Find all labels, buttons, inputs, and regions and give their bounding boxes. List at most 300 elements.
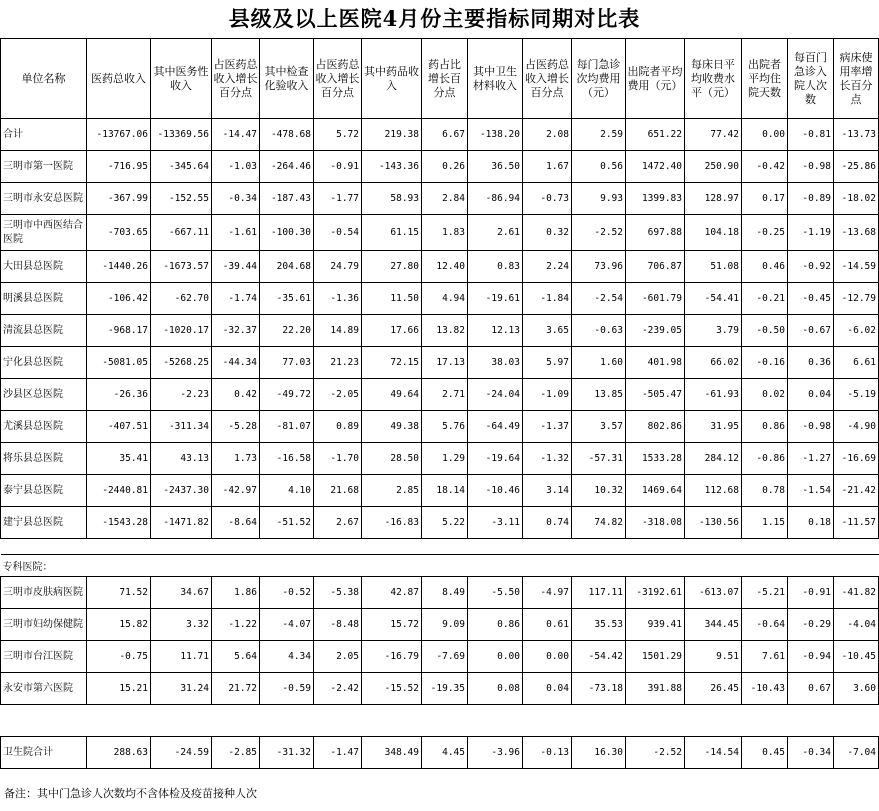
unit-name-cell: 将乐县总医院 [1,443,87,475]
value-cell: 284.12 [685,443,742,475]
value-cell: 74.82 [572,507,626,539]
value-cell: -0.13 [523,737,572,769]
spacer [742,705,788,737]
spacer [87,705,151,737]
value-cell: 2.84 [422,183,468,215]
value-cell: 1.60 [572,347,626,379]
value-cell: -1.32 [523,443,572,475]
value-cell: 0.56 [572,151,626,183]
value-cell: 0.00 [523,641,572,673]
column-header: 其中医务性收入 [151,39,212,119]
value-cell: -19.61 [468,283,523,315]
value-cell: -32.37 [212,315,260,347]
value-cell: 5.97 [523,347,572,379]
value-cell: -21.42 [834,475,879,507]
value-cell: -11.57 [834,507,879,539]
table-row [1,183,879,215]
table-row [1,577,879,609]
value-cell: -2.85 [212,737,260,769]
value-cell: -1.74 [212,283,260,315]
value-cell: 3.57 [572,411,626,443]
value-cell: 12.40 [422,251,468,283]
value-cell: -1.47 [314,737,362,769]
value-cell: -24.04 [468,379,523,411]
value-cell: -64.49 [468,411,523,443]
value-cell: 112.68 [685,475,742,507]
table-row [1,609,879,641]
value-cell: -73.18 [572,673,626,705]
value-cell: -39.44 [212,251,260,283]
value-cell: -7.04 [834,737,879,769]
table-row [1,673,879,705]
value-cell: 6.67 [422,119,468,151]
value-cell: -4.97 [523,577,572,609]
value-cell: 31.24 [151,673,212,705]
spacer-row [1,539,879,555]
value-cell: 36.50 [468,151,523,183]
value-cell: 15.21 [87,673,151,705]
value-cell: 0.17 [742,183,788,215]
value-cell: -130.56 [685,507,742,539]
value-cell: 72.15 [362,347,422,379]
value-cell: -1.36 [314,283,362,315]
value-cell: -2437.30 [151,475,212,507]
spacer [834,539,879,555]
table-row [1,411,879,443]
value-cell: 0.00 [742,119,788,151]
value-cell: 6.61 [834,347,879,379]
value-cell: 697.88 [626,215,685,251]
spacer [314,705,362,737]
value-cell: 13.82 [422,315,468,347]
value-cell: -0.89 [788,183,834,215]
value-cell: -106.42 [87,283,151,315]
column-header: 药占比增长百分点 [422,39,468,119]
footnote: 备注：其中门急诊人次数均不含体检及疫苗接种人次 [4,787,257,800]
spacer [212,705,260,737]
spacer [742,539,788,555]
value-cell: 77.42 [685,119,742,151]
table-row [1,251,879,283]
value-cell: 0.61 [523,609,572,641]
spacer [260,539,314,555]
value-cell: 0.26 [422,151,468,183]
unit-name-cell: 尤溪县总医院 [1,411,87,443]
value-cell: 117.11 [572,577,626,609]
table-row [1,283,879,315]
value-cell: 1533.28 [626,443,685,475]
value-cell: -8.48 [314,609,362,641]
value-cell: 0.78 [742,475,788,507]
value-cell: 17.13 [422,347,468,379]
value-cell: 18.14 [422,475,468,507]
value-cell: -12.79 [834,283,879,315]
value-cell: 4.45 [422,737,468,769]
value-cell: 51.08 [685,251,742,283]
value-cell: -4.04 [834,609,879,641]
value-cell: 35.41 [87,443,151,475]
value-cell: 61.15 [362,215,422,251]
value-cell: 348.49 [362,737,422,769]
value-cell: -5.50 [468,577,523,609]
value-cell: 250.90 [685,151,742,183]
value-cell: -3.96 [468,737,523,769]
value-cell: 2.08 [523,119,572,151]
value-cell: -1.09 [523,379,572,411]
unit-name-cell: 合计 [1,119,87,151]
value-cell: -407.51 [87,411,151,443]
value-cell: 0.42 [212,379,260,411]
value-cell: 0.18 [788,507,834,539]
value-cell: 13.85 [572,379,626,411]
value-cell: 2.61 [468,215,523,251]
value-cell: 0.32 [523,215,572,251]
value-cell: -1020.17 [151,315,212,347]
value-cell: 9.93 [572,183,626,215]
value-cell: -1.70 [314,443,362,475]
unit-name-cell: 泰宁县总医院 [1,475,87,507]
unit-name-cell: 三明市皮肤病医院 [1,577,87,609]
column-header: 病床使用率增长百分点 [834,39,879,119]
column-header: 占医药总收入增长百分点 [523,39,572,119]
value-cell: -0.16 [742,347,788,379]
value-cell: -0.54 [314,215,362,251]
value-cell: -4.07 [260,609,314,641]
column-header: 出院者平均费用（元） [626,39,685,119]
value-cell: -703.65 [87,215,151,251]
value-cell: 2.24 [523,251,572,283]
spacer [151,539,212,555]
value-cell: 0.67 [788,673,834,705]
value-cell: 0.08 [468,673,523,705]
spacer [523,705,572,737]
table-row [1,641,879,673]
value-cell: -25.86 [834,151,879,183]
value-cell: 9.51 [685,641,742,673]
value-cell: -138.20 [468,119,523,151]
value-cell: 10.32 [572,475,626,507]
spacer [685,539,742,555]
value-cell: -24.59 [151,737,212,769]
spacer [523,539,572,555]
value-cell: -16.69 [834,443,879,475]
value-cell: -62.70 [151,283,212,315]
value-cell: -0.21 [742,283,788,315]
value-cell: 1.83 [422,215,468,251]
value-cell: 104.18 [685,215,742,251]
value-cell: -1.37 [523,411,572,443]
value-cell: 11.50 [362,283,422,315]
value-cell: -367.99 [87,183,151,215]
value-cell: 651.22 [626,119,685,151]
spacer [362,705,422,737]
value-cell: -1.84 [523,283,572,315]
column-header: 其中药品收入 [362,39,422,119]
value-cell: -5.28 [212,411,260,443]
value-cell: -505.47 [626,379,685,411]
unit-name-cell: 大田县总医院 [1,251,87,283]
value-cell: -14.47 [212,119,260,151]
value-cell: -1.27 [788,443,834,475]
table-row [1,443,879,475]
value-cell: -35.61 [260,283,314,315]
value-cell: 391.88 [626,673,685,705]
column-header: 出院者平均住院天数 [742,39,788,119]
value-cell: 24.79 [314,251,362,283]
value-cell: -14.59 [834,251,879,283]
value-cell: -1.61 [212,215,260,251]
value-cell: 4.34 [260,641,314,673]
value-cell: 2.59 [572,119,626,151]
value-cell: -0.34 [212,183,260,215]
value-cell: -0.86 [742,443,788,475]
value-cell: 939.41 [626,609,685,641]
value-cell: -318.08 [626,507,685,539]
value-cell: 1472.40 [626,151,685,183]
table-row [1,215,879,251]
value-cell: 71.52 [87,577,151,609]
value-cell: -0.73 [523,183,572,215]
value-cell: -239.05 [626,315,685,347]
value-cell: 288.63 [87,737,151,769]
value-cell: -19.64 [468,443,523,475]
value-cell: -31.32 [260,737,314,769]
spacer [87,539,151,555]
value-cell: -81.07 [260,411,314,443]
value-cell: -0.50 [742,315,788,347]
value-cell: -1.77 [314,183,362,215]
value-cell: -13.73 [834,119,879,151]
value-cell: 16.30 [572,737,626,769]
value-cell: -2.52 [572,215,626,251]
spacer [1,705,87,737]
value-cell: 11.71 [151,641,212,673]
value-cell: 17.66 [362,315,422,347]
column-header: 医药总收入 [87,39,151,119]
value-cell: -100.30 [260,215,314,251]
value-cell: 0.45 [742,737,788,769]
unit-name-cell: 明溪县总医院 [1,283,87,315]
value-cell: -601.79 [626,283,685,315]
value-cell: 5.72 [314,119,362,151]
spacer [626,705,685,737]
spacer [685,705,742,737]
spacer-row [1,705,879,737]
value-cell: -0.92 [788,251,834,283]
value-cell: 49.38 [362,411,422,443]
value-cell: 706.87 [626,251,685,283]
unit-name-cell: 卫生院合计 [1,737,87,769]
value-cell: -7.69 [422,641,468,673]
value-cell: 5.76 [422,411,468,443]
spacer [362,539,422,555]
table-row [1,315,879,347]
page-title: 县级及以上医院4月份主要指标同期对比表 [228,6,641,31]
value-cell: 2.05 [314,641,362,673]
table-row [1,379,879,411]
spacer [572,705,626,737]
value-cell: 0.86 [742,411,788,443]
value-cell: -41.82 [834,577,879,609]
value-cell: 43.13 [151,443,212,475]
spacer [260,705,314,737]
value-cell: 3.79 [685,315,742,347]
value-cell: -0.52 [260,577,314,609]
value-cell: -143.36 [362,151,422,183]
column-header: 占医药总收入增长百分点 [314,39,362,119]
value-cell: 2.71 [422,379,468,411]
value-cell: -26.36 [87,379,151,411]
value-cell: 128.97 [685,183,742,215]
value-cell: 66.02 [685,347,742,379]
value-cell: -10.45 [834,641,879,673]
value-cell: -2.54 [572,283,626,315]
value-cell: -0.29 [788,609,834,641]
value-cell: -61.93 [685,379,742,411]
unit-name-cell: 三明市第一医院 [1,151,87,183]
value-cell: -478.68 [260,119,314,151]
value-cell: -1.54 [788,475,834,507]
value-cell: -13.68 [834,215,879,251]
column-header: 单位名称 [1,39,87,119]
value-cell: -19.35 [422,673,468,705]
spacer [314,539,362,555]
unit-name-cell: 三明市永安总医院 [1,183,87,215]
value-cell: 21.68 [314,475,362,507]
value-cell: 9.09 [422,609,468,641]
value-cell: 31.95 [685,411,742,443]
value-cell: 49.64 [362,379,422,411]
value-cell: 0.89 [314,411,362,443]
value-cell: -1.22 [212,609,260,641]
value-cell: 0.04 [523,673,572,705]
value-cell: -5.21 [742,577,788,609]
table-row [1,475,879,507]
value-cell: -613.07 [685,577,742,609]
value-cell: 5.64 [212,641,260,673]
value-cell: -13369.56 [151,119,212,151]
value-cell: 58.93 [362,183,422,215]
value-cell: -57.31 [572,443,626,475]
value-cell: -8.64 [212,507,260,539]
value-cell: 204.68 [260,251,314,283]
spacer [468,705,523,737]
table-row [1,151,879,183]
table-row [1,507,879,539]
value-cell: -3192.61 [626,577,685,609]
value-cell: 77.03 [260,347,314,379]
value-cell: 8.49 [422,577,468,609]
value-cell: -0.42 [742,151,788,183]
column-header: 其中检查化验收入 [260,39,314,119]
value-cell: -16.79 [362,641,422,673]
value-cell: -1673.57 [151,251,212,283]
value-cell: 1.67 [523,151,572,183]
spacer [151,705,212,737]
column-header: 占医药总收入增长百分点 [212,39,260,119]
value-cell: -0.91 [788,577,834,609]
value-cell: 15.82 [87,609,151,641]
value-cell: -16.83 [362,507,422,539]
spacer [788,539,834,555]
value-cell: 3.14 [523,475,572,507]
value-cell: 26.45 [685,673,742,705]
value-cell: 0.83 [468,251,523,283]
spacer [422,539,468,555]
value-cell: 21.23 [314,347,362,379]
spacer [212,539,260,555]
value-cell: -0.81 [788,119,834,151]
value-cell: -0.98 [788,411,834,443]
unit-name-cell: 永安市第六医院 [1,673,87,705]
value-cell: -10.46 [468,475,523,507]
value-cell: -3.11 [468,507,523,539]
value-cell: -51.52 [260,507,314,539]
value-cell: -44.34 [212,347,260,379]
header-row [1,39,879,119]
value-cell: -2.23 [151,379,212,411]
value-cell: -5081.05 [87,347,151,379]
value-cell: 1399.83 [626,183,685,215]
value-cell: -10.43 [742,673,788,705]
value-cell: -18.02 [834,183,879,215]
value-cell: 12.13 [468,315,523,347]
value-cell: -0.63 [572,315,626,347]
value-cell: 3.60 [834,673,879,705]
value-cell: -0.25 [742,215,788,251]
value-cell: -311.34 [151,411,212,443]
value-cell: 28.50 [362,443,422,475]
value-cell: -14.54 [685,737,742,769]
value-cell: 3.32 [151,609,212,641]
value-cell: 0.46 [742,251,788,283]
value-cell: -187.43 [260,183,314,215]
total-row [1,737,879,769]
value-cell: 42.87 [362,577,422,609]
value-cell: -0.91 [314,151,362,183]
value-cell: -4.90 [834,411,879,443]
value-cell: 344.45 [685,609,742,641]
value-cell: -716.95 [87,151,151,183]
value-cell: 27.80 [362,251,422,283]
value-cell: -968.17 [87,315,151,347]
value-cell: 0.36 [788,347,834,379]
value-cell: 38.03 [468,347,523,379]
value-cell: -54.42 [572,641,626,673]
unit-name-cell: 三明市妇幼保健院 [1,609,87,641]
value-cell: -16.58 [260,443,314,475]
column-header: 每百门急诊入院人次数 [788,39,834,119]
unit-name-cell: 沙县区总医院 [1,379,87,411]
value-cell: 1.73 [212,443,260,475]
spacer [422,705,468,737]
value-cell: -15.52 [362,673,422,705]
value-cell: -1.19 [788,215,834,251]
value-cell: -2440.81 [87,475,151,507]
value-cell: 0.00 [468,641,523,673]
value-cell: -54.41 [685,283,742,315]
column-header: 每门急诊次均费用（元） [572,39,626,119]
spacer [572,539,626,555]
value-cell: 22.20 [260,315,314,347]
value-cell: -49.72 [260,379,314,411]
value-cell: 1.15 [742,507,788,539]
value-cell: -0.34 [788,737,834,769]
value-cell: 15.72 [362,609,422,641]
table-row [1,119,879,151]
value-cell: 1.86 [212,577,260,609]
value-cell: -264.46 [260,151,314,183]
